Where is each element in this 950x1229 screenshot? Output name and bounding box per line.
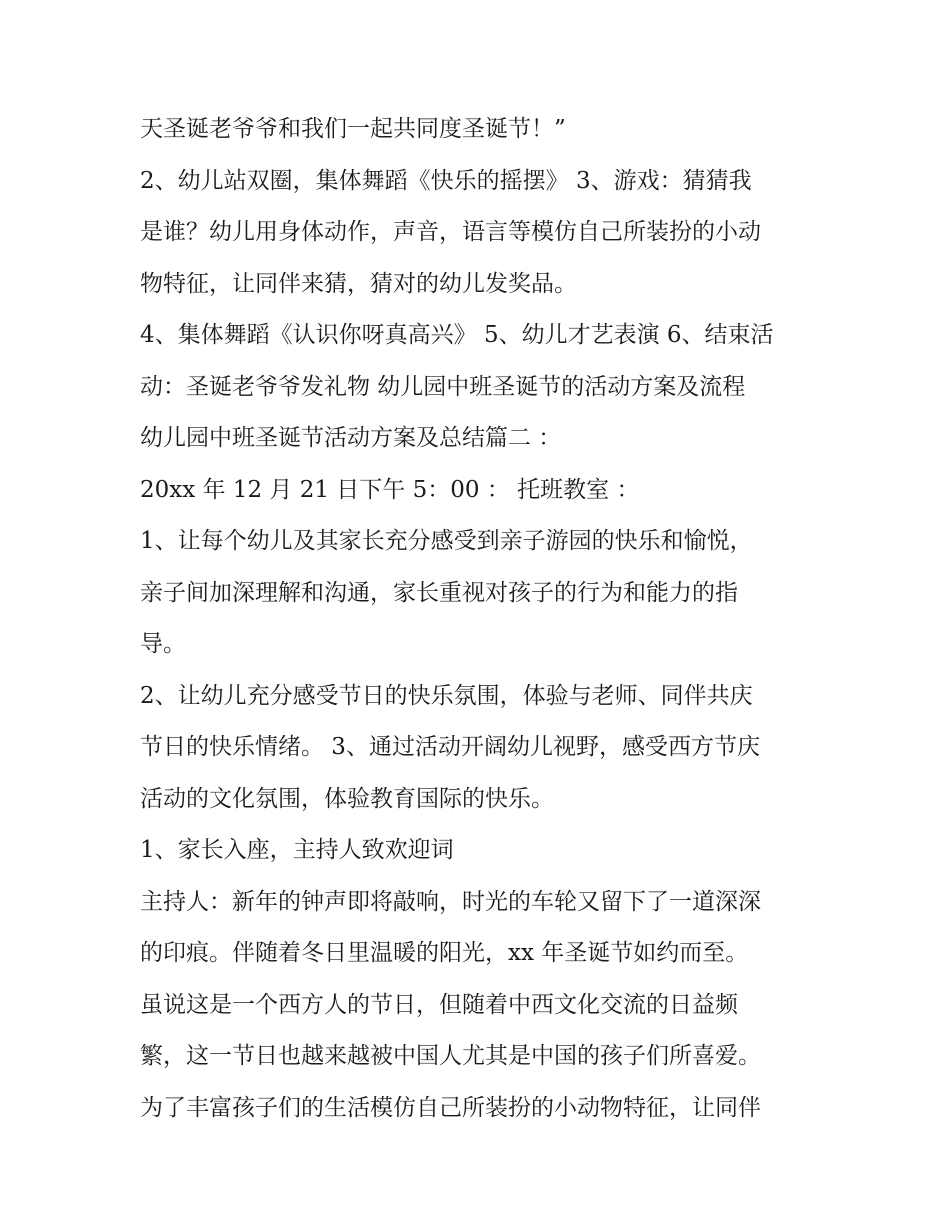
- text-line: 是谁？幼儿用身体动作，声音，语言等模仿自己所装扮的小动: [140, 219, 761, 245]
- text-line: 天圣诞老爷爷和我们一起共同度圣诞节！”: [140, 116, 566, 142]
- text-line: 繁，这一节日也越来越被中国人尤其是中国的孩子们所喜爱。: [140, 1043, 761, 1069]
- text-line: 亲子间加深理解和沟通，家长重视对孩子的行为和能力的指: [140, 579, 738, 606]
- text-line: 动：圣诞老爷爷发礼物 幼儿园中班圣诞节的活动方案及流程: [140, 373, 746, 400]
- text-line: 2、让幼儿充分感受节日的快乐氛围，体验与老师、同伴共庆: [140, 682, 753, 709]
- text-line: 的印痕。伴随着冬日里温暖的阳光，xx 年圣诞节如约而至。: [140, 940, 749, 966]
- text-line: 主持人：新年的钟声即将敲响，时光的车轮又留下了一道深深: [140, 888, 761, 915]
- text-line: 导。: [140, 631, 186, 657]
- text-line: 1、让每个幼儿及其家长充分感受到亲子游园的快乐和愉悦，: [140, 528, 753, 554]
- text-line: 为了丰富孩子们的生活模仿自己所装扮的小动物特征，让同伴: [140, 1094, 761, 1121]
- text-line: 物特征，让同伴来猜，猜对的幼儿发奖品。: [140, 270, 577, 297]
- text-line: 虽说这是一个西方人的节日，但随着中西文化交流的日益频: [140, 991, 738, 1018]
- text-line: 20xx 年 12 月 21 日下午 5：00 ： 托班教室 ：: [140, 476, 640, 503]
- text-line: 活动的文化氛围，体验教育国际的快乐。: [140, 785, 554, 812]
- document-body: [140, 104, 830, 1134]
- text-line: 幼儿园中班圣诞节活动方案及总结篇二 ：: [140, 425, 562, 451]
- text-line: 2、幼儿站双圈，集体舞蹈《快乐的摇摆》 3、游戏：猜猜我: [140, 167, 752, 194]
- text-line: 1、家长入座，主持人致欢迎词: [140, 837, 454, 863]
- text-line: 节日的快乐情绪。 3、通过活动开阔幼儿视野，感受西方节庆: [140, 734, 760, 760]
- text-line: 4、集体舞蹈《认识你呀真高兴》 5、幼儿才艺表演 6、结束活: [140, 322, 774, 348]
